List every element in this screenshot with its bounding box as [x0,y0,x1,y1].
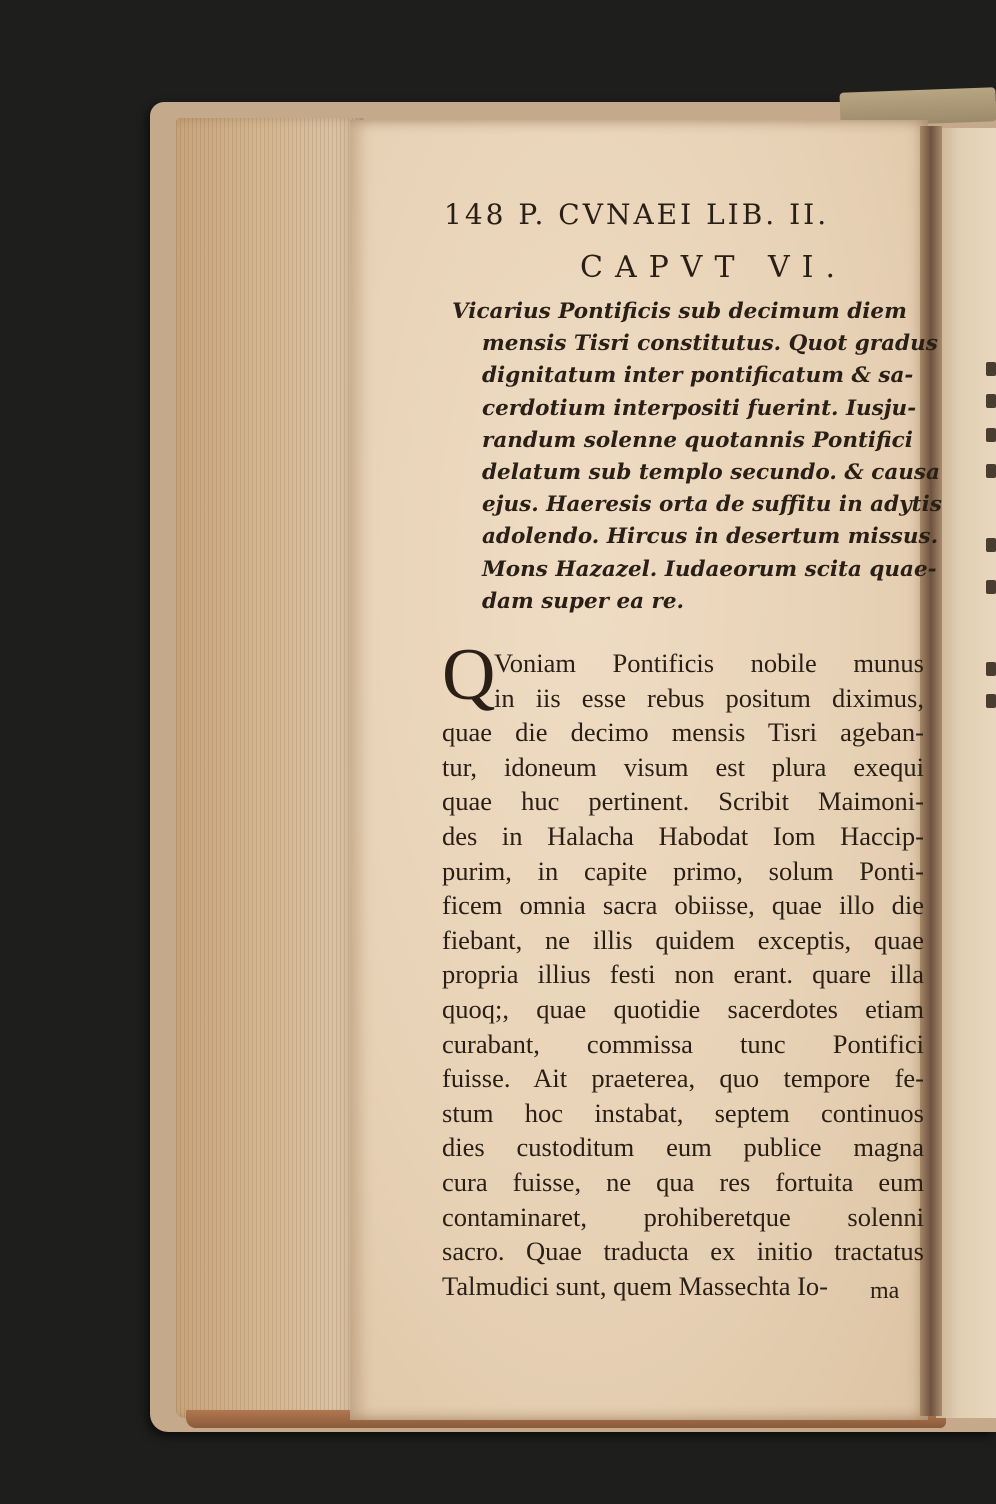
summary-line: mensis Tisri constitutus. Quot gradus [482,331,938,357]
page-edges [176,118,364,1418]
body-line: propria illius festi non erant. quare illa [442,959,924,990]
body-line: cura fuisse, ne qua res fortuita eum [442,1166,924,1197]
body-line: ficem omnia sacra obiisse, quae illo die [442,890,924,921]
body-line: contaminaret, prohiberetque solenni [442,1201,924,1232]
body-line: purim, in capite primo, solum Ponti- [442,855,924,886]
body-line: Talmudici sunt, quem Massechta Io- [442,1270,828,1301]
chapter-heading: CAPVT VI. [580,250,848,285]
body-line: curabant, commissa tunc Pontifici [442,1028,924,1059]
summary-line: ejus. Haeresis orta de suffitu in adytis [482,492,942,518]
body-line: stum hoc instabat, septem continuos [442,1097,924,1128]
summary-line: Mons Hazazel. Iudaeorum scita quae- [482,556,937,582]
body-line: quae huc pertinent. Scribit Maimoni- [442,786,924,817]
body-line: Voniam Pontificis nobile munus [494,648,924,678]
summary-line: Vicarius Pontificis sub decimum diem [452,299,907,324]
summary-line: delatum sub templo secundo. & causa [482,460,940,486]
body-line: in iis esse rebus positum diximus, [494,682,924,713]
summary-line: cerdotium interpositi fuerint. Iusju- [482,395,917,421]
summary-line: adolendo. Hircus in desertum missus. [482,524,939,550]
body-line: quoq;, quae quotidie sacerdotes etiam [442,993,924,1024]
body-line: quae die decimo mensis Tisri ageban- [442,717,924,748]
drop-cap: Q [442,634,496,716]
body-text [442,646,924,1303]
chapter-summary [452,296,942,618]
running-header: 148 P. CVNAEI LIB. II. [444,198,830,231]
summary-line: randum solenne quotannis Pontifici [482,427,913,453]
summary-line: dam super ea re. [482,588,685,614]
summary-line: dignitatum inter pontificatum & sa- [482,363,914,389]
body-line: des in Halacha Habodat Iom Haccip- [442,820,924,851]
body-line: tur, idoneum visum est plura exequi [442,751,924,782]
body-line: sacro. Quae traducta ex initio tractatus [442,1236,924,1267]
catchword: ma [870,1278,900,1304]
body-line: dies custoditum eum publice magna [442,1132,924,1163]
body-line: fuisse. Ait praeterea, quo tempore fe- [442,1063,924,1094]
facing-page [936,128,996,1418]
body-line: fiebant, ne illis quidem exceptis, quae [442,924,924,955]
